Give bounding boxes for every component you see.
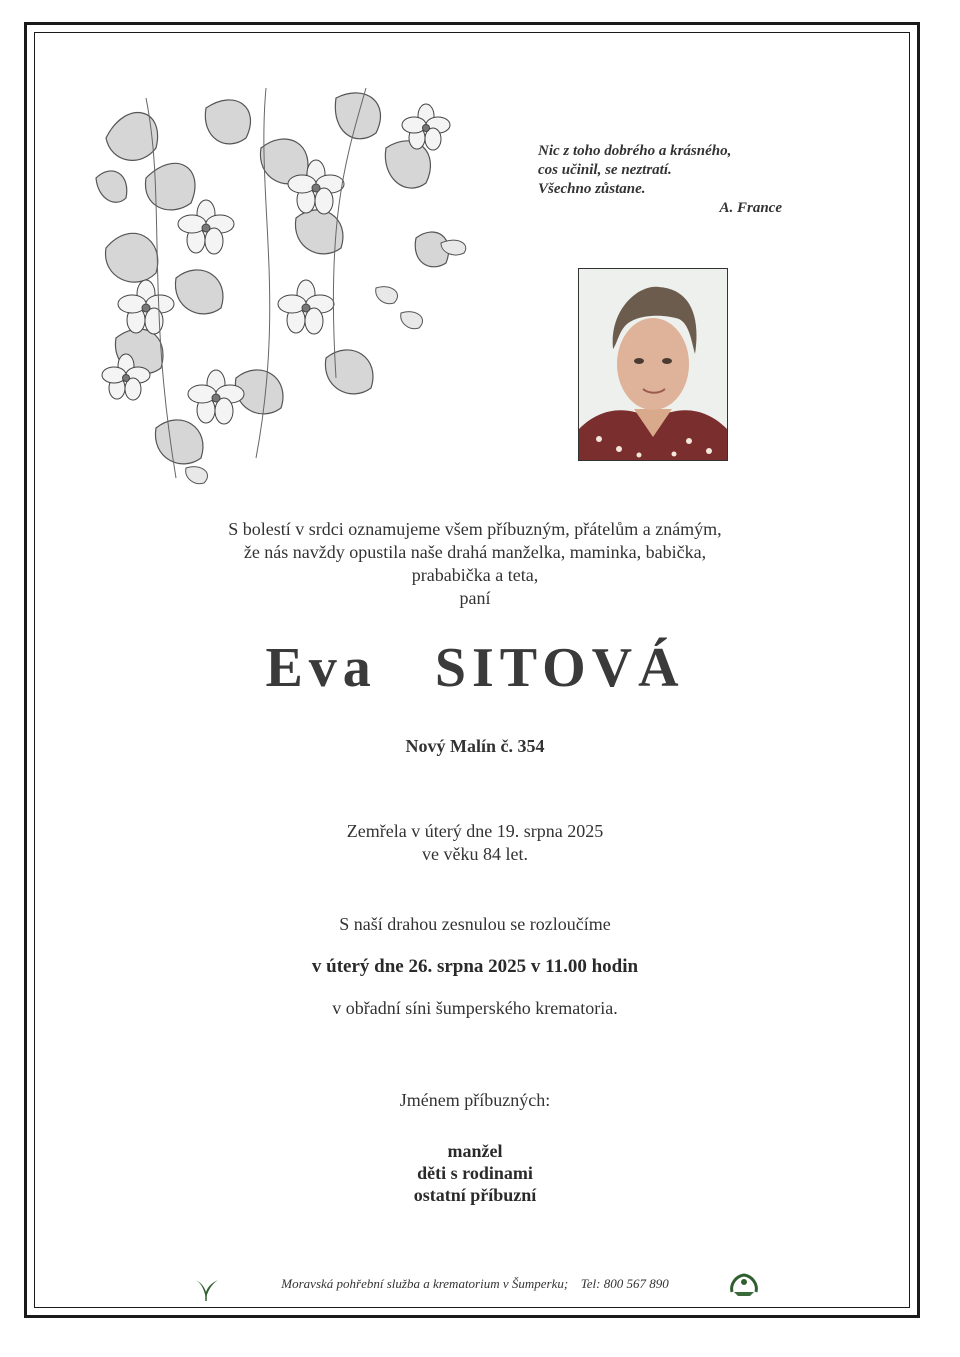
deceased-name <box>0 636 950 700</box>
quote-line: Všechno zůstane. <box>538 181 646 197</box>
announcement-line: paní <box>459 588 491 608</box>
floral-illustration-icon <box>86 78 486 498</box>
deceased-address: Nový Malín č. 354 <box>405 736 545 756</box>
announcement-text <box>150 518 800 610</box>
announcement-line: S bolestí v srdci oznamujeme všem příbuzným, přátelům a známým, <box>228 519 722 539</box>
quote-author: A. France <box>719 200 782 216</box>
farewell-intro: S naší drahou zesnulou se rozloučíme <box>339 914 611 934</box>
quote-line: cos učinil, se neztratí. <box>538 162 672 178</box>
announcement-line: prababička a teta, <box>411 565 539 585</box>
quote-block <box>538 142 798 218</box>
footer-company: Moravská pohřební služba a krematorium v Šumperku; <box>281 1276 569 1291</box>
deceased-first-name: Eva <box>265 637 377 699</box>
deceased-last-name: SITOVÁ <box>434 637 685 699</box>
quote-line: Nic z toho dobrého a krásného, <box>538 143 732 159</box>
footer <box>0 1276 950 1292</box>
death-age: ve věku 84 let. <box>422 844 528 864</box>
footer-phone: Tel: 800 567 890 <box>580 1276 669 1291</box>
portrait-illustration <box>579 269 727 460</box>
on-behalf-label: Jménem příbuzných: <box>399 1090 551 1110</box>
farewell-date: v úterý dne 26. srpna 2025 v 11.00 hodin <box>311 956 639 977</box>
farewell-place: v obřadní síni šumperského krematoria. <box>332 998 618 1018</box>
death-date: Zemřela v úterý dne 19. srpna 2025 <box>346 821 604 841</box>
death-info <box>0 820 950 866</box>
family-member: děti s rodinami <box>417 1163 533 1183</box>
wreath-logo-icon <box>728 1272 760 1298</box>
family-member: manžel <box>447 1141 503 1161</box>
portrait-photo <box>578 268 728 461</box>
announcement-line: že nás navždy opustila naše drahá manželka, maminka, babička, <box>243 542 707 562</box>
family-list <box>0 1140 950 1206</box>
family-member: ostatní příbuzní <box>413 1185 537 1205</box>
